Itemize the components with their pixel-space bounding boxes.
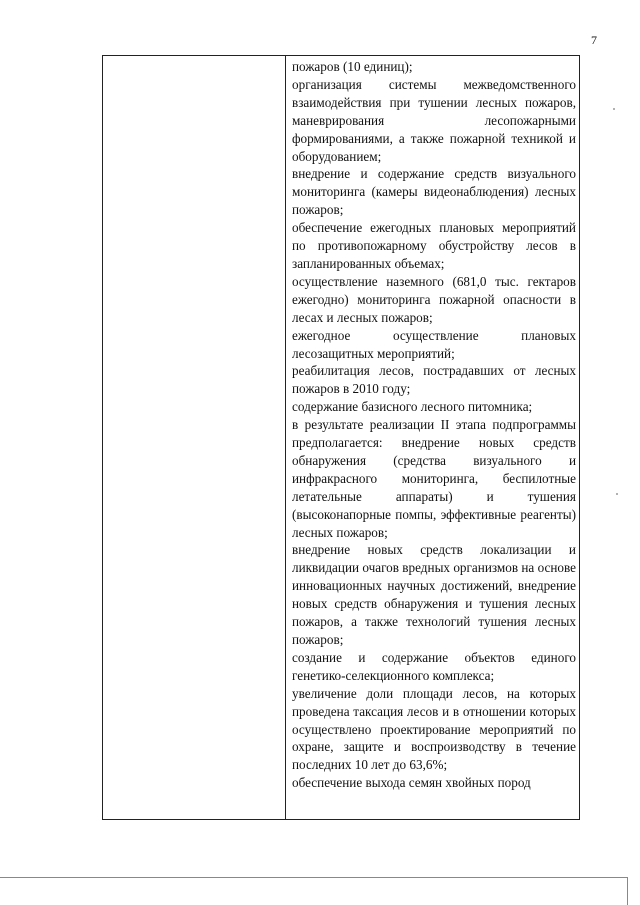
- page-number: 7: [591, 33, 597, 47]
- scan-speck: [613, 108, 615, 110]
- paragraph: пожаров (10 единиц);: [292, 59, 413, 74]
- paragraph: реабилитация лесов, пострадавших от лесных пожаров в 2010 году;: [292, 363, 576, 397]
- paragraph: обеспечение выхода семян хвойных пород: [292, 775, 531, 791]
- paragraph: организация системы межведомственного взаимодействия при тушении лесных пожаров, маневрирования лесопожарными формированиями, а также пожарной техникой и оборудованием;: [292, 76, 576, 164]
- paragraph: в результате реализации II этапа подпрограммы предполагается: внедрение новых средств обнаружения (средства визуального и инфракрасного мониторинга, беспилотные летательные аппараты) и тушения (высоконапорные помпы, эффективные реагенты) лесных пожаров;: [292, 417, 576, 540]
- paragraph: внедрение новых средств локализации и ликвидации очагов вредных организмов на основе инновационных научных достижений, внедрение новых средств обнаружения и тушения лесных пожаров, а также технологий тушения лесных пожаров;: [292, 542, 577, 647]
- left-column-cell: [103, 56, 286, 819]
- paragraph: обеспечение ежегодных плановых мероприятий по противопожарному обустройству лесов в запланированных объемах;: [292, 220, 576, 271]
- scan-page-edge: [0, 877, 628, 905]
- paragraph: увеличение доли площади лесов, на которых проведена таксация лесов и в отношении которых осуществлено проектирование мероприятий по охране, защите и воспроизводству в течение последних 10 лет до 63,6%;: [292, 685, 576, 773]
- right-column-cell: [286, 56, 579, 819]
- scan-speck: [616, 493, 618, 495]
- paragraph: содержание базисного лесного питомника;: [292, 399, 533, 415]
- paragraph: ежегодное осуществление плановых лесозащитных мероприятий;: [292, 327, 576, 361]
- paragraph: внедрение и содержание средств визуального мониторинга (камеры видеонаблюдения) лесных пожаров;: [292, 166, 576, 218]
- paragraph: создание и содержание объектов единого генетико-селекционного комплекса;: [292, 649, 576, 683]
- paragraph: осуществление наземного (681,0 тыс. гектаров ежегодно) мониторинга пожарной опасности в лесах и лесных пожаров;: [292, 273, 576, 325]
- content-table: [102, 55, 580, 820]
